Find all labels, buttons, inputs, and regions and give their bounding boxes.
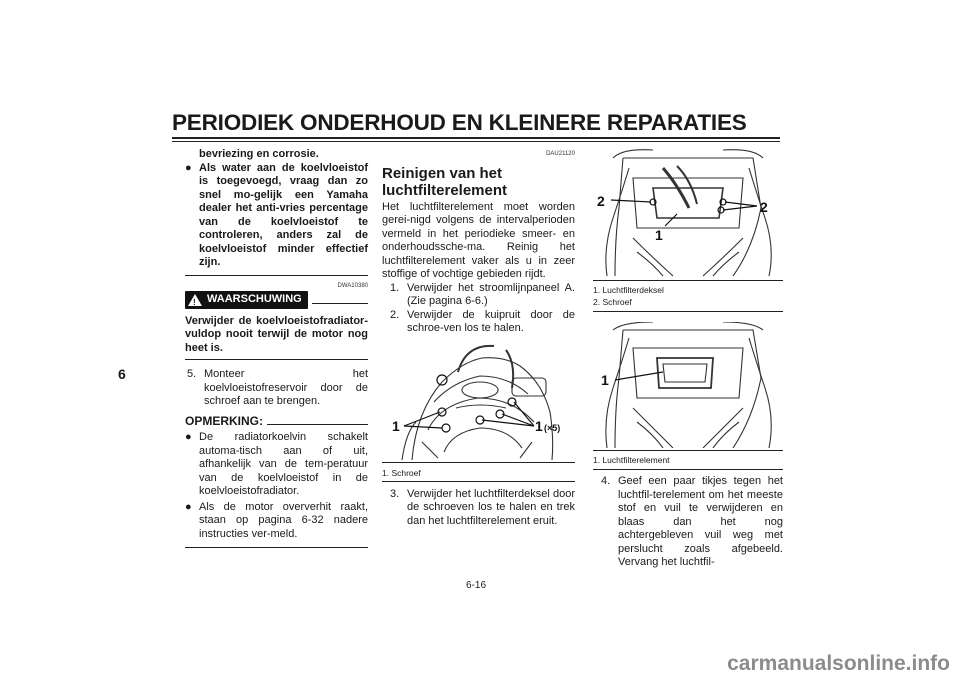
watermark: carmanualsonline.info	[727, 652, 950, 675]
warning-rule	[312, 303, 368, 304]
divider	[382, 481, 575, 482]
step-text: Verwijder de kuipruit door de schroe-ven los te halen.	[407, 308, 575, 334]
figure-divider	[593, 450, 783, 451]
air-filter-cover-illustration	[593, 148, 783, 278]
warning-text: Verwijder de koelvloeistofradiator-vuldop nooit terwijl de motor nog heet is.	[185, 314, 368, 354]
title-rule-thin	[172, 141, 780, 142]
step-4	[601, 475, 783, 570]
figure-divider	[382, 462, 575, 463]
callout-1-left: 1	[392, 417, 400, 434]
note-bullet-text: De radiatorkoelvin schakelt automa-tisch aan of uit, afhankelijk van de tem-peratuur van de koelvloeistof in de koelvloeistofradiator.	[199, 431, 368, 497]
step-number: 1.	[390, 281, 400, 294]
step-text: Verwijder het stroomlijnpaneel A. (Zie pagina 6-6.)	[407, 281, 575, 307]
column-middle	[382, 148, 575, 528]
callout-1: 1	[655, 227, 663, 243]
note-bullet-text: Als de motor oververhit raakt, staan op pagina 6-32 nadere instructies ver-meld.	[199, 500, 368, 540]
figure-filter-cover	[593, 148, 783, 278]
divider	[593, 469, 783, 470]
warning-icon: !	[188, 294, 202, 306]
step-number: 3.	[390, 487, 400, 500]
column-right	[593, 148, 783, 570]
callout-2-right: 2	[760, 199, 768, 215]
step-2	[390, 309, 575, 336]
warning-header	[185, 291, 368, 309]
note-rule	[267, 424, 368, 425]
figure-filter-element	[593, 322, 783, 448]
page-title: PERIODIEK ONDERHOUD EN KLEINERE REPARATIES	[172, 110, 747, 135]
step-text: Verwijder het luchtfilterdeksel door de schroeven los te halen en trek dan het luchtfilterelement eruit.	[407, 487, 575, 527]
chapter-number: 6	[118, 366, 126, 382]
title-rule	[172, 137, 780, 139]
figure-caption: 1. Schroef	[382, 467, 421, 478]
bold-continuation: bevriezing en corrosie.	[199, 148, 319, 160]
page-number: 6-16	[466, 580, 487, 591]
bold-bullet	[185, 162, 368, 270]
callout-multiplier: (×5)	[544, 422, 561, 433]
callout-2-left: 2	[597, 193, 605, 209]
section-code: DAU21120	[546, 151, 575, 157]
air-filter-element-illustration	[593, 322, 783, 448]
step-1	[390, 282, 575, 309]
step-number: 5.	[187, 368, 197, 380]
callout-1: 1	[601, 372, 609, 388]
step-text: Monteer het koelvloeistofreservoir door de schroef aan te brengen.	[204, 368, 368, 407]
divider	[185, 359, 368, 360]
note-bullet	[185, 431, 368, 499]
intro-paragraph: Het luchtfilterelement moet worden gerei-nigd volgens de intervalperioden vermeld in het periodieke smeer- en onderhoudssche-ma. Reinig het luchtfilterelement vaker als u in zeer stoffige of vochtige gebieden rijdt.	[382, 200, 575, 280]
scooter-front-illustration	[382, 342, 575, 460]
callout-1-right: 1	[535, 417, 543, 434]
divider	[185, 275, 368, 276]
divider	[593, 311, 783, 312]
note-title: OPMERKING:	[185, 413, 263, 428]
divider	[185, 547, 368, 548]
warning-code: DWA10380	[337, 282, 368, 289]
step-5	[187, 368, 368, 409]
figure-screws	[382, 342, 575, 460]
note-bullet	[185, 501, 368, 542]
step-3	[390, 488, 575, 529]
bold-bullet-text: Als water aan de koelvloeistof is toegevoegd, vraag dan zo snel mo-gelijk een Yamaha dealer het anti-vries percentage van de koelvloeistof te controleren, anders zal de koelvloeistof minder effectief zijn.	[199, 161, 368, 268]
figure-caption-2: 2. Schroef	[593, 297, 632, 307]
figure-caption-1: 1. Luchtfilterdeksel	[593, 285, 664, 295]
step-text: Geef een paar tikjes tegen het luchtfil-terelement om het meeste stof en vuil te verwijderen en blaas dan het nog achtergebleven vuil weg met perslucht zoals afgebeeld. Vervang het luchtfil-	[618, 475, 783, 568]
note-header	[185, 415, 368, 429]
column-left	[185, 148, 368, 548]
figure-divider	[593, 280, 783, 281]
step-number: 2.	[390, 308, 400, 321]
warning-badge	[185, 291, 308, 309]
bullet-icon: ●	[185, 500, 192, 513]
section-heading: Reinigen van het luchtfilterelement	[382, 164, 508, 199]
bullet-icon: ●	[185, 161, 192, 174]
warning-label: WAARSCHUWING	[207, 293, 302, 305]
bullet-icon: ●	[185, 431, 192, 443]
step-number: 4.	[601, 475, 611, 487]
figure-caption: 1. Luchtfilterelement	[593, 455, 670, 465]
